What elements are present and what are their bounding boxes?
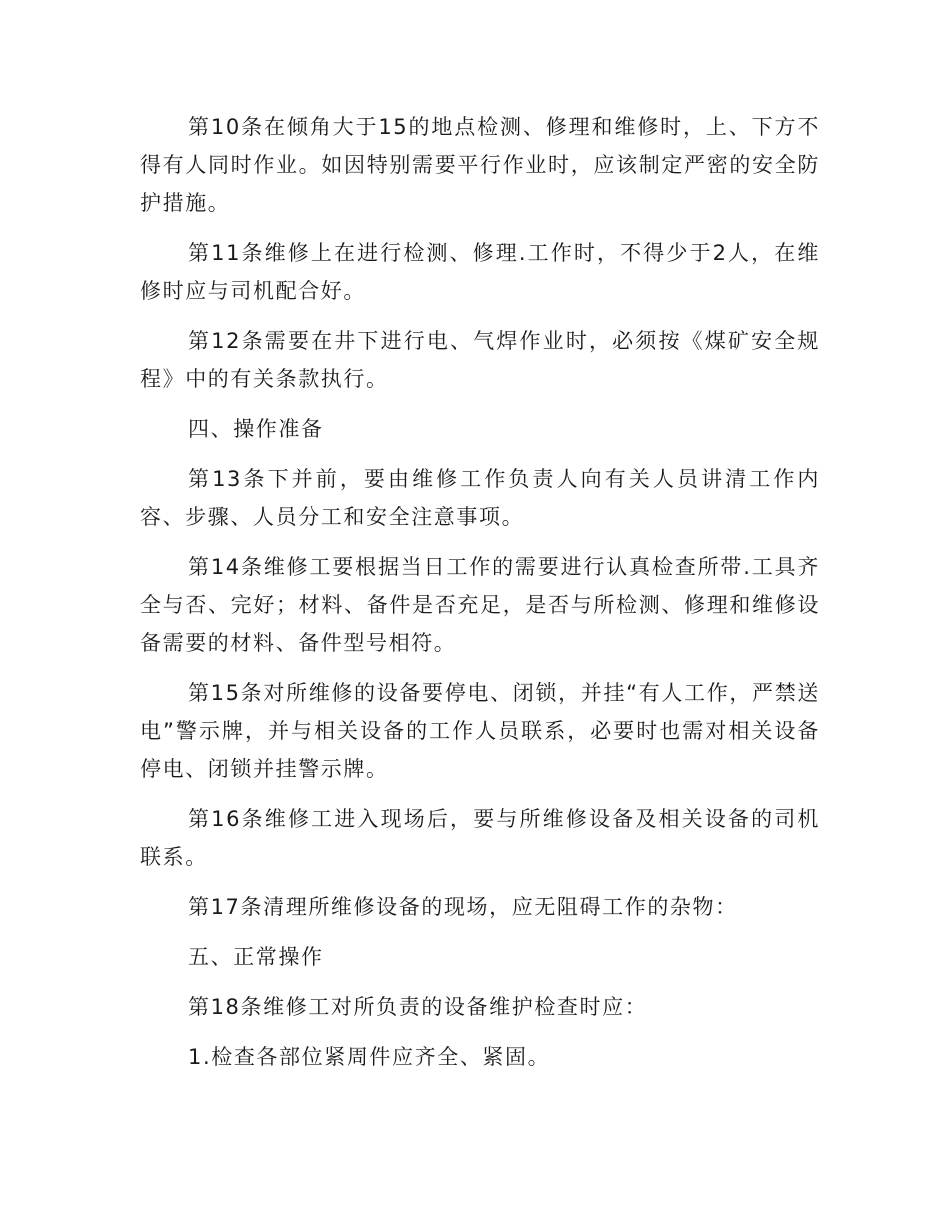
- paragraph-article-17: 第17条清理所维修设备的现场，应无阻碍工作的杂物：: [188, 895, 738, 919]
- section-heading-4: 四、操作准备: [188, 417, 324, 441]
- paragraph-article-14: 第14条维修工要根据当日工作的需要进行认真检查所带.工具齐全与否、完好；材料、备件是否充足，是否与所检测、修理和维修设备需要的材料、备件型号相符。: [140, 555, 820, 655]
- paragraph-article-13: 第13条下并前，要由维修工作负责人向有关人员讲清工作内容、步骤、人员分工和安全注意事项。: [140, 467, 820, 529]
- section-heading-5: 五、正常操作: [188, 945, 324, 969]
- paragraph-article-16: 第16条维修工进入现场后，要与所维修设备及相关设备的司机联系。: [140, 807, 820, 869]
- paragraph-article-10: 第10条在倾角大于15的地点检测、修理和维修时，上、下方不得有人同时作业。如因特别需要平行作业时，应该制定严密的安全防护措施。: [140, 115, 820, 215]
- document-body: [140, 108, 820, 1076]
- paragraph-article-12: 第12条需要在井下进行电、气焊作业时，必须按《煤矿安全规程》中的有关条款执行。: [140, 329, 820, 391]
- list-item-1: 1.检查各部位紧周件应齐全、紧固。: [188, 1045, 551, 1069]
- paragraph-article-18: 第18条维修工对所负责的设备维护检查时应：: [188, 995, 648, 1019]
- paragraph-article-15: 第15条对所维修的设备要停电、闭锁，并挂“有人工作，严禁送电”警示牌，并与相关设备的工作人员联系，必要时也需对相关设备停电、闭锁并挂警示牌。: [140, 681, 820, 781]
- paragraph-article-11: 第11条维修上在进行检测、修理.工作时，不得少于2人，在维修时应与司机配合好。: [140, 241, 820, 303]
